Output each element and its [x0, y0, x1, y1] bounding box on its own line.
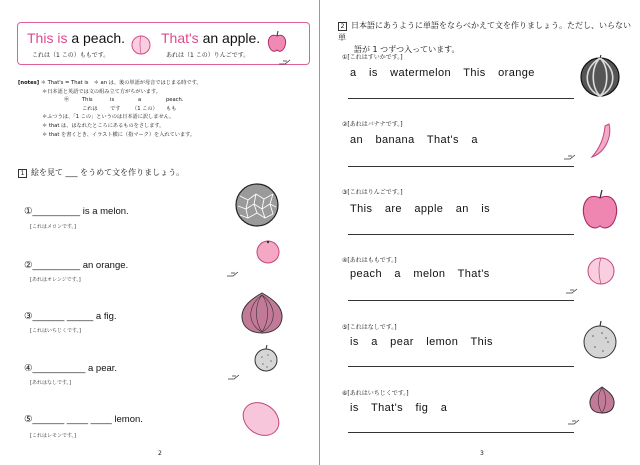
- lemon-icon: [240, 400, 282, 438]
- pointing-hand-icon: [278, 58, 292, 66]
- apple-sentence: That's an apple.: [161, 30, 261, 46]
- pear-icon: [582, 320, 618, 360]
- notes-line: ＊ that を書くとき、イラスト横に（指マーク）を入れています。: [42, 131, 196, 138]
- notes-line: ＊ふつうは、「1 この」というのは日本語に訳しません。: [42, 114, 175, 121]
- banana-icon: [588, 122, 614, 160]
- exercise-item: ②_________ an orange.: [24, 260, 129, 271]
- word-scramble: an banana That's a: [350, 134, 478, 146]
- answer-line[interactable]: [348, 234, 574, 235]
- fig-icon: [239, 290, 285, 334]
- melon-icon: [234, 182, 280, 228]
- peach-icon: [130, 33, 152, 55]
- answer-line[interactable]: [348, 366, 574, 367]
- pointing-hand-icon: [567, 418, 581, 426]
- pointing-hand-icon: [226, 270, 240, 278]
- exercise-hint: ⑤[これはなしです。]: [342, 324, 397, 331]
- word-scramble: peach a melon That's: [350, 268, 490, 280]
- page-number: 2: [158, 450, 162, 457]
- word-scramble: a is watermelon This orange: [350, 67, 535, 79]
- word-scramble: is a pear lemon This: [350, 336, 493, 348]
- peach-icon: [586, 255, 616, 285]
- answer-line[interactable]: [348, 300, 574, 301]
- pear-icon: [253, 345, 279, 373]
- notes-block: [18, 79, 313, 139]
- apple-translation: あれは（1 この）りんごです。: [166, 52, 250, 59]
- pointing-hand-icon: [565, 287, 579, 295]
- notes-line: [notes] ＊ That's = That is ＊ an は、後の単語が母音ではじまる時です。: [18, 80, 202, 86]
- exercise-hint: [あれはなしです。]: [30, 380, 72, 386]
- orange-icon: [256, 238, 280, 264]
- notes-example-en: ㊥ This is a peach.: [64, 97, 184, 104]
- notes-line: ＊日本語と英語では文の組み立て方がちがいます。: [42, 88, 161, 95]
- notes-example-jp: これは です （1 この） もも: [82, 105, 177, 112]
- page-number: 3: [480, 450, 484, 457]
- exercise-hint: ①[これはすいかです。]: [342, 54, 403, 61]
- section1-title: 1 絵を見て ___ をうめて文を作りましょう。: [18, 167, 184, 178]
- fig-icon: [587, 385, 617, 415]
- answer-line[interactable]: [348, 98, 574, 99]
- exercise-hint: ②[あれはバナナです。]: [342, 121, 403, 128]
- exercise-hint: [これはいちじくです。]: [30, 328, 82, 334]
- exercise-item: ④__________ a pear.: [24, 363, 118, 374]
- exercise-item: ⑤______ ____ ____ lemon.: [24, 414, 143, 425]
- watermelon-icon: [579, 55, 621, 97]
- word-scramble: is That's fig a: [350, 402, 448, 414]
- right-page: [320, 0, 640, 465]
- exercise-hint: [これはメロンです。]: [30, 224, 77, 230]
- peach-sentence: This is a peach.: [27, 30, 126, 46]
- answer-line[interactable]: [348, 432, 574, 433]
- pointing-hand-icon: [563, 153, 577, 161]
- answer-line[interactable]: [348, 166, 574, 167]
- exercise-hint: ③[これはりんごです。]: [342, 189, 403, 196]
- apple-icon: [266, 30, 288, 54]
- pointing-hand-icon: [227, 373, 241, 381]
- exercise-hint: [あれはオレンジです。]: [30, 277, 81, 283]
- exercise-hint: ④[あれはももです。]: [342, 257, 397, 264]
- notes-line: ＊ that は、はなれたところにあるものをさします。: [42, 122, 165, 129]
- apple-icon: [580, 188, 620, 232]
- word-scramble: This are apple an is: [350, 203, 490, 215]
- header-box: [17, 22, 310, 65]
- section2-title: 2 日本語にあうように単語をならべかえて文を作りましょう。ただし、いらない単 語が 1 つずつ入っています。: [338, 21, 631, 54]
- exercise-hint: [これはレモンです。]: [30, 433, 77, 439]
- exercise-item: ③______ _____ a fig.: [24, 311, 117, 322]
- exercise-item: ①_________ is a melon.: [24, 206, 129, 217]
- peach-translation: これは（1 この）ももです。: [32, 52, 110, 59]
- exercise-hint: ⑥[あれはいちじくです。]: [342, 390, 409, 397]
